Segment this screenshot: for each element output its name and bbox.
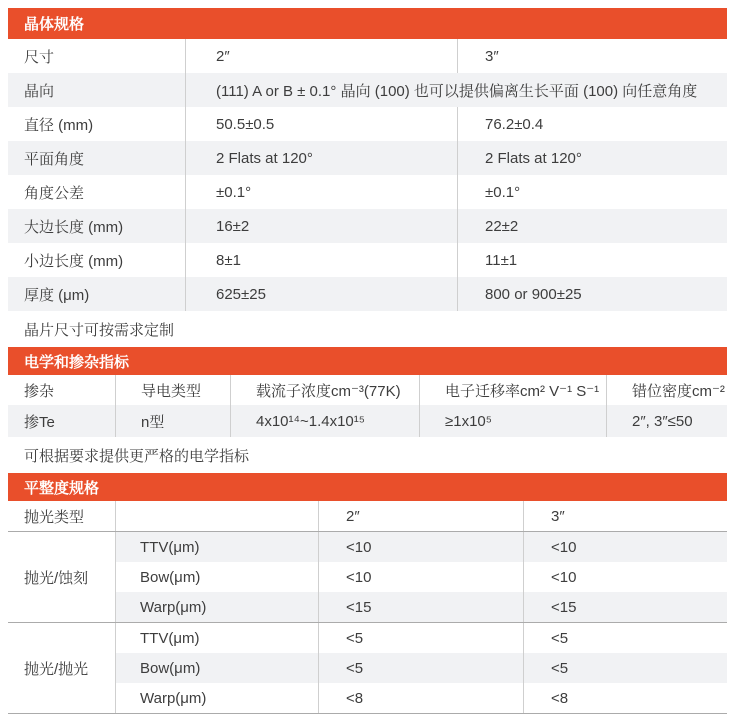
row-value-2in: 8±1 — [185, 243, 457, 277]
table-row — [116, 532, 727, 562]
row-value-3in: <5 — [523, 653, 727, 683]
table-row — [116, 562, 727, 592]
param-label: Warp(μm) — [140, 689, 207, 707]
param-label: TTV(μm) — [140, 538, 200, 556]
group-rows — [115, 532, 727, 622]
row-value-3in: <8 — [523, 683, 727, 713]
row-value: 4x10¹⁴~1.4x10¹⁵ — [230, 405, 419, 437]
row-value-2in: <10 — [318, 562, 523, 592]
table-row — [116, 623, 727, 653]
column-header: 电子迁移率cm² V⁻¹ S⁻¹ — [419, 375, 606, 405]
row-value-2in: ±0.1° — [185, 175, 457, 209]
column-header: 错位密度cm⁻² — [606, 375, 727, 405]
column-header: 3″ — [523, 501, 727, 531]
column-header: 抛光类型 — [24, 508, 85, 526]
column-header: 导电类型 — [115, 375, 230, 405]
row-label: 平面角度 — [24, 150, 85, 168]
row-value-2in: <5 — [318, 623, 523, 653]
row-value-2in: <5 — [318, 653, 523, 683]
row-value: n型 — [115, 405, 230, 437]
row-value-3in: 11±1 — [457, 243, 727, 277]
table-row — [8, 243, 727, 277]
column-header: 载流子浓度cm⁻³(77K) — [230, 375, 419, 405]
row-value-3in: 800 or 900±25 — [457, 277, 727, 311]
table-header-row — [8, 375, 727, 405]
row-value-3in: <5 — [523, 623, 727, 653]
row-label: 尺寸 — [24, 48, 55, 66]
section-header-crystal — [8, 8, 727, 39]
row-label: 厚度 (μm) — [24, 286, 90, 304]
group-polish-etch — [8, 532, 727, 623]
row-value-merged: (111) A or B ± 0.1° 晶向 (100) 也可以提供偏离生长平面 (100) 向任意角度 — [185, 73, 727, 107]
row-label: 晶向 — [24, 82, 55, 100]
row-value-3in: 3″ — [457, 39, 727, 73]
row-value-3in: <10 — [523, 532, 727, 562]
section-title: 平整度规格 — [24, 479, 100, 497]
row-value-2in: <10 — [318, 532, 523, 562]
row-label: 角度公差 — [24, 184, 85, 202]
row-value-3in: ±0.1° — [457, 175, 727, 209]
table-row — [116, 592, 727, 622]
row-value-3in: 2 Flats at 120° — [457, 141, 727, 175]
column-header — [115, 501, 318, 531]
row-value-3in: <15 — [523, 592, 727, 622]
table-row — [8, 73, 727, 107]
param-label: TTV(μm) — [140, 629, 200, 647]
param-label: Warp(μm) — [140, 598, 207, 616]
flatness-spec-table — [8, 501, 727, 714]
note-electrical: 可根据要求提供更严格的电学指标 — [24, 447, 250, 465]
row-value-2in: 16±2 — [185, 209, 457, 243]
row-value-2in: <8 — [318, 683, 523, 713]
section-title: 电学和掺杂指标 — [24, 353, 130, 371]
row-value-2in: 2″ — [185, 39, 457, 73]
row-value-2in: 625±25 — [185, 277, 457, 311]
column-header: 掺杂 — [24, 382, 55, 400]
table-row — [8, 39, 727, 73]
group-rows — [115, 623, 727, 713]
electrical-spec-table — [8, 375, 727, 437]
row-value: 2″, 3″≤50 — [606, 405, 727, 437]
column-header: 2″ — [318, 501, 523, 531]
crystal-spec-table — [8, 39, 727, 311]
param-label: Bow(μm) — [140, 568, 201, 586]
table-header-row — [8, 501, 727, 532]
table-row — [8, 141, 727, 175]
param-label: Bow(μm) — [140, 659, 201, 677]
group-polish-polish — [8, 623, 727, 714]
row-label: 小边长度 (mm) — [24, 252, 124, 270]
table-row — [8, 277, 727, 311]
section-header-flatness — [8, 473, 727, 501]
row-value-3in: 22±2 — [457, 209, 727, 243]
row-label: 直径 (mm) — [24, 116, 94, 134]
row-value: ≥1x10⁵ — [419, 405, 606, 437]
table-row — [8, 175, 727, 209]
row-value-3in: 76.2±0.4 — [457, 107, 727, 141]
group-label: 抛光/抛光 — [8, 623, 115, 713]
table-row — [116, 683, 727, 713]
section-title: 晶体规格 — [24, 16, 85, 33]
table-row — [8, 209, 727, 243]
row-label: 大边长度 (mm) — [24, 218, 124, 236]
row-value-3in: <10 — [523, 562, 727, 592]
note-crystal: 晶片尺寸可按需求定制 — [24, 321, 175, 339]
row-value-2in: 50.5±0.5 — [185, 107, 457, 141]
table-row — [8, 405, 727, 437]
table-row — [116, 653, 727, 683]
group-label: 抛光/蚀刻 — [8, 532, 115, 622]
row-value-2in: <15 — [318, 592, 523, 622]
section-header-electrical — [8, 347, 727, 375]
row-value: 掺Te — [24, 413, 55, 431]
table-row — [8, 107, 727, 141]
row-value-2in: 2 Flats at 120° — [185, 141, 457, 175]
